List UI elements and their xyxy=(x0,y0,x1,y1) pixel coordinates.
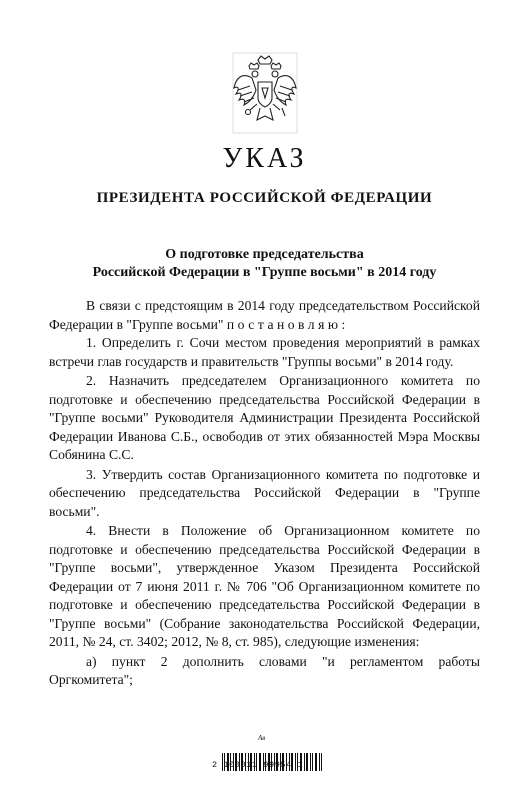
coat-of-arms-icon xyxy=(232,52,298,134)
item-1: 1. Определить г. Сочи местом проведения мероприятий в рамках встречи глав государств и правительств "Группы восьми" в 2014 году. xyxy=(49,335,480,369)
decree-word: постановляю: xyxy=(226,316,349,332)
item-4a: а) пункт 2 дополнить словами "и регламентом работы Оргкомитета"; xyxy=(49,653,480,687)
decree-heading-line2: Российской Федерации в "Группе восьми" в 2014 году xyxy=(92,265,437,280)
item-2: 2. Назначить председателем Организационного комитета по подготовке и обеспечению председательства Российской Федерации в "Группе восьми" Руководителя Администрации Президента Российской Федерации Иванова С.Б., освободив от этих обязанностей Мэра Москвы Собянина С.С. xyxy=(49,373,480,462)
item-3: 3. Утвердить состав Организационного комитета по подготовке и обеспечению председательства Российской Федерации в "Группе восьми". xyxy=(49,466,480,519)
barcode-mark: Ав xyxy=(258,734,266,742)
barcode-number: 2 100011 99954 1 xyxy=(212,760,304,770)
decree-heading-line1: О подготовке председательства xyxy=(165,247,364,262)
item-4: 4. Внести в Положение об Организационном комитете по подготовке и обеспечению председательства Российской Федерации в "Группе восьми", утвержденное Указом Президента Российской Федерации от 7 июня 2011 г. № 706 "Об Организационном комитете по подготовке и обеспечению председательства Российской Федерации в "Группе восьми" (Собрание законодательства Российской Федерации, 2011, № 24, ст. 3402; 2012, № 8, ст. 985), следующие изменения: xyxy=(49,523,480,649)
intro-text: В связи с предстоящим в 2014 году председательством Российской Федерации в "Группе восьми" xyxy=(49,298,480,332)
decree-heading xyxy=(60,246,469,282)
intro-paragraph xyxy=(49,297,480,334)
document-subtitle: ПРЕЗИДЕНТА РОССИЙСКОЙ ФЕДЕРАЦИИ xyxy=(96,190,433,206)
document-title: УКАЗ xyxy=(222,143,307,174)
decree-body xyxy=(49,297,480,690)
